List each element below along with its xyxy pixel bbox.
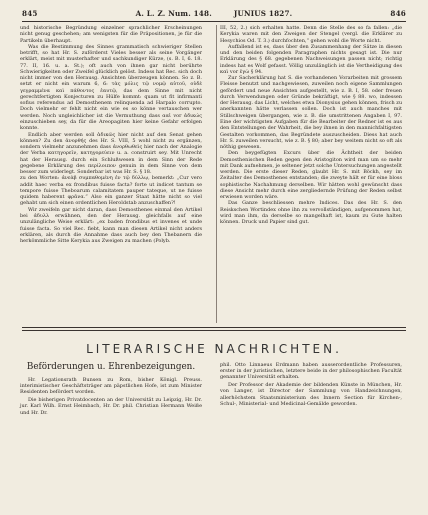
header-center <box>136 9 293 18</box>
paragraph: Endlich aber werden soll ἀδικῶς hier nicht auf den Senat gehen können? Zu den ἀνορθής des Hr. S. VIII, 5 wohl nicht zu ergänzen, sondern vielmehr anzunehmen dass ἀνορθωθεὶς hier nach der Analogie der Verba κατηγορεῖν, κατηγορεύειν u. a. construirt sey. Mit Unrecht hat der Herausg. durch ein Schlußwesen in dem Sinn der Rede gegebene Erklärung des περίλοιπον genuin in dem Sinne von dem besser zum widerlegt. Sonderbar ist was Hr. S. § 18. <box>20 131 202 176</box>
paragraph: Was die Bestimmung des Sinnes grammatisch schwieriger Stellen betrifft, so hat Hr. S. zuförderst Vieles besser als seine Vorgänger erklärt, meist mit musterhafter und sachkundiger Kürze, (s. B. I, 6. 18. 77. II, 16. u. a. St.); oft auch von ihnen gar nicht berührte Schwierigkeiten oder Zweifel glücklich gelöst. Indess hat Rec. sich doch nicht immer von den Herausg. Ansichten überzeugen können. So z. B. setzt er nicht ein warum 6, 6: τὰς μόλις τῷ νομῷ αὐτοῦ, οὐδὲ γεγραμμένα καὶ πάθοντος ἑαυτῷ, das dem Sinne mit nicht gerechtfertigten Konjecturen zu Hülfe kommt: quam ut fit infirmanti sofius referendus ad Demosthenem relinquenda ad Harpalo corrupto. Doch vielmehr er fehlt nicht ein wie es so könne vertauschen wer werden. Noch ungleichlicher ist die Vermuthung dass ααἰ vor ἀδικώς einzuschieben sey, da für die Areopagiten hier keine Gefahr erfolgen konnte. <box>20 43 202 132</box>
page-number-left: 845 <box>22 8 38 18</box>
paragraph: Wir zweifeln gar nicht daran, dass Demosthenes einmal den Artikel bei ἀδυλλ erwähnen, den der Herausg. gleichfalls auf eine unzulängliche Weise erklärt: „ex baden frondibus et invenes et unde fuisse facta. So viel Rec. fiebt, kann man diesen Artikel nicht anders erklären, als durch die Annahme dass auch bey den Thebanern die herkömmliche Sitte Kerykia aus Zweigen zu machen (Polyb. <box>20 206 202 245</box>
section-rule-top <box>22 327 406 328</box>
section-rule-bottom <box>22 330 406 331</box>
news-item: Hr. Legationsrath Bunsen zu Rom, bisher Königl. Preuss. interimistischer Geschäftsträger am päpstlichen Hofe, ist zum Minister Residenten befördert worden. <box>20 377 202 396</box>
news-right-column <box>220 362 402 408</box>
news-item: phil. Otto Linnaeus Erdmann haben ausserordentliche Professuren, erster in der juristischen, letztere beide in der philosophischen Facultät genannter Universität erhalten. <box>220 362 402 381</box>
news-columns <box>20 362 410 502</box>
paragraph: zu den Worten: ἀνεὰβ συμπαθομένη ἐν τῷ δύλλῳ, bemerkt: „Cur vero addit haec verba ex frondibus fuisse facta? forte ut indicet tantum se tempore fuisse Theboarum calamitatem pauper tateque, ut ne fuisse quidem haberent φρᾶνα.“ Also ein ganzer Staat hätte nicht so viel gehabt um sich einen ordentlichen Heroldstab anzuschaffen?! <box>20 175 202 207</box>
paragraph: Das Ganze beschliessen mehre Indices. Das des Hr. S. den Reiskschen Wortindex ohne ihn zu vervollständigen, aufgenommen hat, wird man ihm, da derselbe so mangelhaft ist, kaum zu Gute halten können. Druck und Papier sind gut. <box>220 200 402 226</box>
page-number-right: 846 <box>390 8 406 18</box>
paragraph: und historische Begründung einzelner sprachlicher Erscheinungen nicht genug geschehen; am wenigsten für die Präpositionen, je für die Partikeln überhaupt. <box>20 25 202 44</box>
paragraph: Den beygefügten Excurs über die Ächtheit der beiden Demosthenischen Reden gegen den Aristogiton wird man um so mehr mit Dank aufnehmen, je seltener jetzt solche Untersuchungen angestellt werden. Die erste dieser Reden, glaubt Hr. S. mit Böckh, sey im Zeitalter des Demosthenes entstanden; die zweyte hält er für eine bloss sophistische Nachahmung derselben. Wir hätten wohl gewünscht dass diese Ansicht mehr durch eine zergliedernde Prüfung der Reden selbst erwiesen worden wäre. <box>220 150 402 201</box>
paragraph: Zur Sacherklärung hat S. die vorhandenen Vorarbeiten mit grossem Fleisse benutzt und nachgewiesen, zuweilen noch eigene Sammlungen gefördert und neue Ansichten aufgestellt, wie z. B. I, 58. oder freuen durch Verwendungen oder Gründe bekräftigt, wie § 88. wo, indessen der Herausg. das Licht, welches etwa Dionysius gehen können, frisch zu anerkannten hätte verlassen sollen. Doch ist auch manches mit Stillschweigen übergangen, wie z. B. die umstrittenen Angaben I, 97. Eine der wichtigsten Aufgaben für die Bearbeiter der Redner ist es aus den Entstellungen der Wahrheit, die bey ihnen in den mannichfaltigsten Gestalten vorkommen, das Begründete auszuscheiden. Diess hat auch Hr. S. zuweilen versucht, wie z. B. § 80; aber bey weitem nicht so oft als nöthig gewesen. <box>220 75 402 151</box>
journal-title: A. L. Z. Num. 148. <box>135 8 212 18</box>
news-subheading: Beförderungen u. Ehrenbezeigungen. <box>26 362 196 372</box>
news-left-column <box>20 362 202 417</box>
header-rule <box>22 21 406 22</box>
right-column <box>220 25 402 323</box>
issue-date: JUNIUS 1827. <box>233 8 293 18</box>
column-divider <box>216 25 217 323</box>
news-item: Die bisherigen Privatdocenten an der Universität zu Leipzig, Hr. Dr. jur. Karl Wilh. Ernst Heimbach, Hr. Dr. phil. Christian Hermann Weiße und Hr. Dr. <box>20 397 202 416</box>
paragraph: Auffallend ist es, dass über den Zusammenhang der Sätze in diesen und den beiden folgenden Paragraphen nichts gesagt ist. Die nur Erklärung des § 68. gegebenen Nachweisungen passen nicht; richtig indess hat es Wolf gefasst. Völlig unzulänglich ist die Vertheidigung des καὶ vor ἐγὼ § 94. <box>220 43 402 75</box>
paragraph: III, 52, 2.) sich erhalten hatte. Denn die Stelle des so fa fallen: „die Kerykia waren mit den Zweigen der Stengel (vergl. die Erklärer zu Hesychios Od. T. 3.) durchfochten,“ gehen wohl die Worte nicht. <box>220 25 402 44</box>
left-column <box>20 25 202 323</box>
news-item: Der Professor der Akademie der bildenden Künste in München, Hr. von Langer, ist Director der Sammlung von Handzeichnungen, allerhöchstem Staatsministerium des Innern Section für Kirchen-, Schul-, Ministerial- und Medicinal-Gemälde geworden. <box>220 382 402 407</box>
article-columns <box>20 25 410 323</box>
page-header <box>22 6 406 20</box>
section-title: LITERARISCHE NACHRICHTEN. <box>86 342 342 356</box>
